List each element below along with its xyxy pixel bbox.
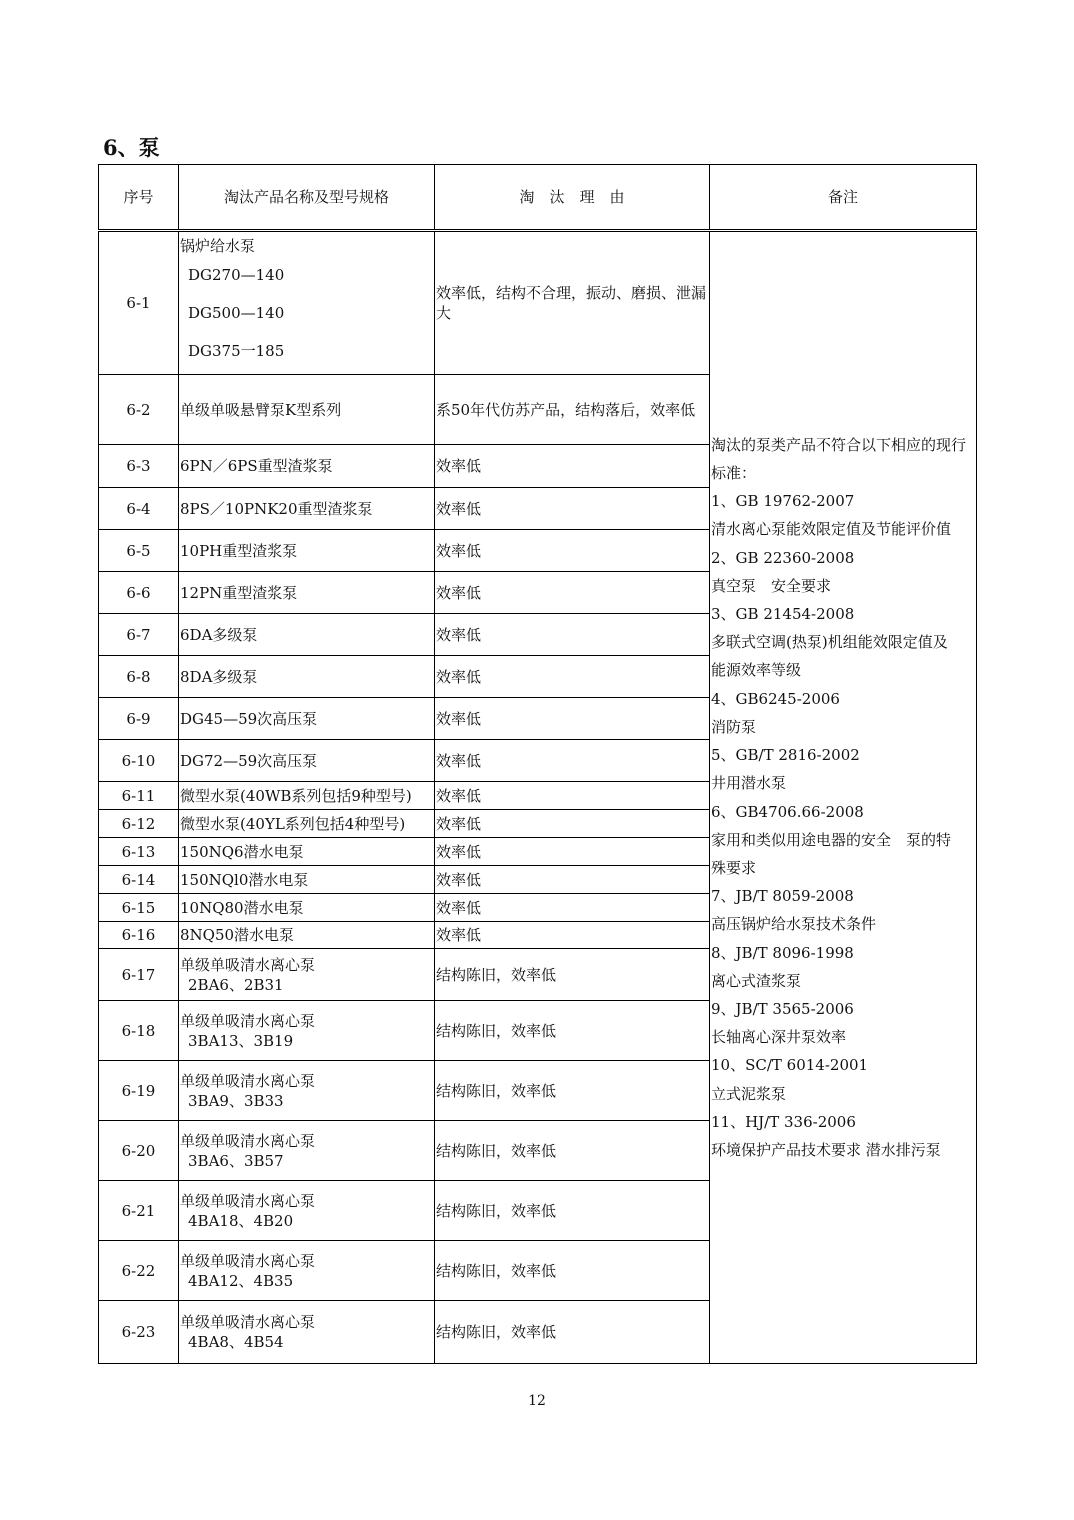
remark-intro: 淘汰的泵类产品不符合以下相应的现行标准： xyxy=(711,435,967,483)
product-name-line: DG270—140 xyxy=(188,266,285,284)
product-name-line: 12PN重型渣浆泵 xyxy=(180,583,298,602)
product-name-line: 6DA多级泵 xyxy=(180,625,258,644)
product-name-line: 微型水泵(40YL系列包括4种型号) xyxy=(180,814,406,833)
product-name-line: 4BA8、4B54 xyxy=(188,1333,284,1351)
row-seq: 6-17 xyxy=(99,949,179,1001)
row-product-name xyxy=(179,922,435,949)
row-reason: 系50年代仿苏产品，结构落后，效率低 xyxy=(435,375,710,445)
row-product-name xyxy=(179,1241,435,1301)
product-name-line: 单级单吸清水离心泵 xyxy=(180,1191,316,1210)
row-product-name xyxy=(179,782,435,810)
row-reason: 效率低 xyxy=(435,810,710,838)
product-name-line: 8DA多级泵 xyxy=(180,667,258,686)
row-product-name xyxy=(179,1061,435,1121)
product-name-line: 10NQ80潜水电泵 xyxy=(180,898,304,917)
remark-standard-line: 11、HJ/T 336-2006 xyxy=(711,1112,856,1131)
product-name-line: 单级单吸清水离心泵 xyxy=(180,1313,316,1331)
row-product-name xyxy=(179,740,435,782)
product-name-line: 2BA6、2B31 xyxy=(188,975,284,994)
product-name-line: DG45—59次高压泵 xyxy=(180,709,318,728)
row-seq: 6-11 xyxy=(99,782,179,810)
row-product-name xyxy=(179,838,435,866)
product-name-line: 4BA18、4B20 xyxy=(188,1211,294,1230)
table-body xyxy=(99,231,977,1364)
row-seq: 6-14 xyxy=(99,866,179,894)
product-name-line: 150NQl0潜水电泵 xyxy=(180,870,309,889)
row-reason: 效率低 xyxy=(435,445,710,488)
row-reason: 结构陈旧，效率低 xyxy=(435,1241,710,1301)
remark-standard-line: 能源效率等级 xyxy=(711,661,802,680)
row-seq: 6-20 xyxy=(99,1121,179,1181)
product-name-line: DG500—140 xyxy=(188,304,285,322)
remark-standard-line: 4、GB6245-2006 xyxy=(711,689,840,708)
row-reason: 结构陈旧，效率低 xyxy=(435,1121,710,1181)
row-seq: 6-22 xyxy=(99,1241,179,1301)
row-product-name xyxy=(179,1181,435,1241)
row-reason: 效率低 xyxy=(435,572,710,614)
row-reason: 效率低 xyxy=(435,866,710,894)
product-name-line: 微型水泵(40WB系列包括9种型号) xyxy=(180,786,412,805)
row-product-name xyxy=(179,1001,435,1061)
row-product-name xyxy=(179,866,435,894)
row-seq: 6-9 xyxy=(99,698,179,740)
remark-standard-line: 9、JB/T 3565-2006 xyxy=(711,999,854,1018)
row-reason: 效率低 xyxy=(435,530,710,572)
row-product-name xyxy=(179,488,435,530)
row-seq: 6-3 xyxy=(99,445,179,488)
remark-standard-line: 3、GB 21454-2008 xyxy=(711,605,855,624)
remark-standard-line: 真空泵 安全要求 xyxy=(711,576,832,595)
remark-standard-line: 1、GB 19762-2007 xyxy=(711,492,855,511)
row-product-name xyxy=(179,894,435,922)
row-product-name xyxy=(179,1301,435,1364)
row-seq: 6-16 xyxy=(99,922,179,949)
obsolete-pump-table xyxy=(98,164,977,1364)
row-product-name xyxy=(179,231,435,375)
row-reason: 效率低 xyxy=(435,488,710,530)
table-row xyxy=(99,231,977,375)
row-reason: 结构陈旧，效率低 xyxy=(435,1181,710,1241)
row-seq: 6-19 xyxy=(99,1061,179,1121)
row-product-name xyxy=(179,810,435,838)
row-seq: 6-4 xyxy=(99,488,179,530)
row-seq: 6-5 xyxy=(99,530,179,572)
row-product-name xyxy=(179,1121,435,1181)
row-seq: 6-21 xyxy=(99,1181,179,1241)
product-name-line: 单级单吸悬臂泵K型系列 xyxy=(180,400,342,419)
product-name-line: 单级单吸清水离心泵 xyxy=(180,1011,316,1030)
row-seq: 6-8 xyxy=(99,656,179,698)
row-reason: 效率低 xyxy=(435,922,710,949)
remark-standard-line: 2、GB 22360-2008 xyxy=(711,548,855,567)
remark-standard-line: 环境保护产品技术要求 潜水排污泵 xyxy=(711,1140,941,1159)
row-reason: 结构陈旧，效率低 xyxy=(435,1001,710,1061)
page-number: 12 xyxy=(528,1393,546,1409)
product-name-line: 锅炉给水泵 xyxy=(180,237,256,255)
remark-standard-line: 消防泵 xyxy=(711,717,757,736)
row-seq: 6-12 xyxy=(99,810,179,838)
remark-standard-line: 离心式渣浆泵 xyxy=(711,971,802,990)
row-seq: 6-1 xyxy=(99,231,179,375)
row-seq: 6-15 xyxy=(99,894,179,922)
remark-standard-line: 清水离心泵能效限定值及节能评价值 xyxy=(711,520,952,539)
row-reason: 效率低 xyxy=(435,698,710,740)
header-name: 淘汰产品名称及型号规格 xyxy=(179,165,435,231)
header-reason: 淘 汰 理 由 xyxy=(435,165,710,231)
row-seq: 6-18 xyxy=(99,1001,179,1061)
row-reason: 结构陈旧，效率低 xyxy=(435,1061,710,1121)
remark-standard-line: 家用和类似用途电器的安全 泵的特 xyxy=(711,830,952,849)
header-seq: 序号 xyxy=(99,165,179,231)
row-product-name xyxy=(179,375,435,445)
row-reason: 效率低 xyxy=(435,614,710,656)
table-header-row xyxy=(99,165,977,231)
product-name-line: 单级单吸清水离心泵 xyxy=(180,1131,316,1150)
row-product-name xyxy=(179,530,435,572)
remark-standard-line: 高压锅炉给水泵技术条件 xyxy=(711,915,877,934)
product-name-line: DG72—59次高压泵 xyxy=(180,751,318,770)
header-remark: 备注 xyxy=(710,165,977,231)
row-reason: 效率低，结构不合理，振动、磨损、泄漏大 xyxy=(435,231,710,375)
row-reason: 效率低 xyxy=(435,838,710,866)
remark-standard-line: 8、JB/T 8096-1998 xyxy=(711,943,854,962)
row-product-name xyxy=(179,698,435,740)
row-product-name xyxy=(179,614,435,656)
remark-standard-line: 多联式空调(热泵)机组能效限定值及 xyxy=(711,633,948,652)
row-seq: 6-2 xyxy=(99,375,179,445)
row-seq: 6-7 xyxy=(99,614,179,656)
row-product-name xyxy=(179,445,435,488)
product-name-line: 8NQ50潜水电泵 xyxy=(180,926,295,944)
row-reason: 结构陈旧，效率低 xyxy=(435,1301,710,1364)
product-name-line: 8PS／10PNK20重型渣浆泵 xyxy=(180,499,373,518)
product-name-line: 4BA12、4B35 xyxy=(188,1271,294,1290)
product-name-line: 单级单吸清水离心泵 xyxy=(180,955,316,974)
row-reason: 效率低 xyxy=(435,782,710,810)
remark-standard-line: 5、GB/T 2816-2002 xyxy=(711,746,860,765)
row-product-name xyxy=(179,572,435,614)
row-product-name xyxy=(179,949,435,1001)
section-title: 6、泵 xyxy=(103,135,160,160)
row-seq: 6-23 xyxy=(99,1301,179,1364)
product-name-line: 150NQ6潜水电泵 xyxy=(180,842,304,861)
row-reason: 效率低 xyxy=(435,740,710,782)
row-seq: 6-10 xyxy=(99,740,179,782)
product-name-line: 6PN／6PS重型渣浆泵 xyxy=(180,457,333,475)
row-product-name xyxy=(179,656,435,698)
remark-standard-line: 6、GB4706.66-2008 xyxy=(711,802,864,821)
row-seq: 6-6 xyxy=(99,572,179,614)
row-seq: 6-13 xyxy=(99,838,179,866)
product-name-line: 3BA9、3B33 xyxy=(188,1091,284,1110)
product-name-line: 单级单吸清水离心泵 xyxy=(180,1071,316,1090)
remark-standard-line: 10、SC/T 6014-2001 xyxy=(711,1056,869,1075)
row-reason: 结构陈旧，效率低 xyxy=(435,949,710,1001)
product-name-line: DG375一185 xyxy=(188,342,285,360)
row-reason: 效率低 xyxy=(435,894,710,922)
remark-cell xyxy=(710,231,977,1364)
remark-standard-line: 立式泥浆泵 xyxy=(711,1084,787,1103)
row-reason: 效率低 xyxy=(435,656,710,698)
product-name-line: 10PH重型渣浆泵 xyxy=(180,541,298,560)
remark-standard-line: 长轴离心深井泵效率 xyxy=(711,1028,847,1047)
remark-standard-line: 殊要求 xyxy=(711,858,757,877)
remark-standard-line: 7、JB/T 8059-2008 xyxy=(711,887,854,906)
product-name-line: 3BA13、3B19 xyxy=(188,1031,294,1050)
product-name-line: 3BA6、3B57 xyxy=(188,1151,284,1170)
product-name-line: 单级单吸清水离心泵 xyxy=(180,1251,316,1270)
remark-standard-line: 井用潜水泵 xyxy=(711,774,787,793)
